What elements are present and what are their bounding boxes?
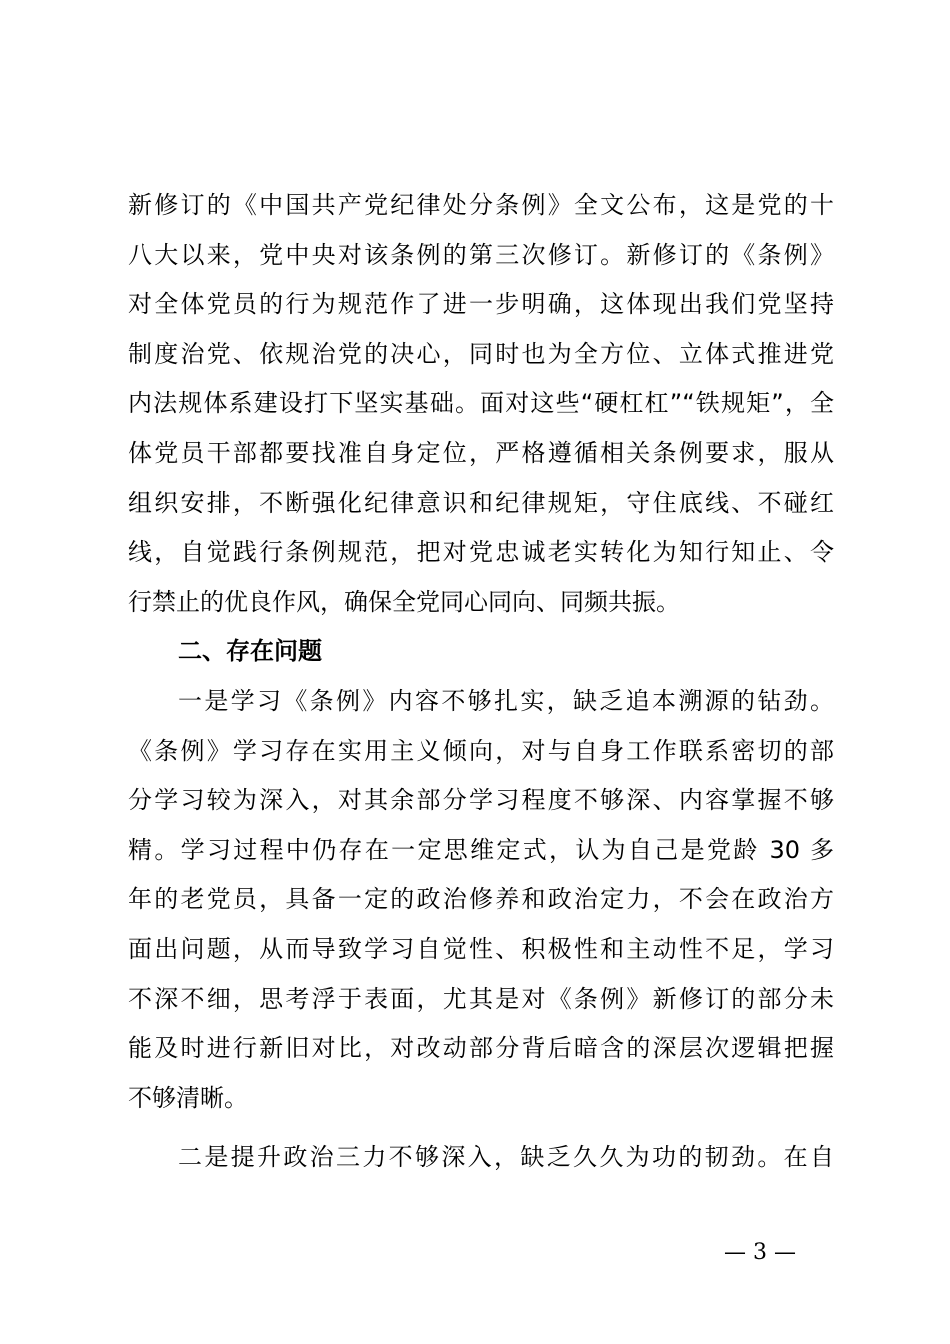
text-line: 精。学习过程中仍存在一定思维定式，认为自己是党龄 30 多 <box>128 835 834 864</box>
body-text <box>128 181 834 1183</box>
paragraph-intro <box>128 181 834 627</box>
text-line: 《条例》学习存在实用主义倾向，对与自身工作联系密切的部 <box>128 736 834 765</box>
paragraph-problem-two <box>128 1133 834 1183</box>
text-line: 对全体党员的行为规范作了进一步明确，这体现出我们党坚持 <box>128 290 834 319</box>
text-line: 一是学习《条例》内容不够扎实，缺乏追本溯源的钻劲。 <box>178 686 834 715</box>
text-line: 能及时进行新旧对比，对改动部分背后暗含的深层次逻辑把握 <box>128 1034 834 1063</box>
text-line: 新修订的《中国共产党纪律处分条例》全文公布，这是党的十 <box>128 191 834 219</box>
text-line: 分学习较为深入，对其余部分学习程度不够深、内容掌握不够 <box>128 786 834 815</box>
text-line: 八大以来，党中央对该条例的第三次修订。新修订的《条例》 <box>128 240 834 269</box>
text-line: 二是提升政治三力不够深入，缺乏久久为功的韧劲。在自 <box>178 1143 834 1172</box>
section-heading: 二、存在问题 <box>178 637 322 666</box>
text-line: 行禁止的优良作风，确保全党同心同向、同频共振。 <box>128 587 680 616</box>
text-line: 不够清晰。 <box>128 1083 248 1112</box>
text-line: 组织安排，不断强化纪律意识和纪律规矩，守住底线、不碰红 <box>128 488 834 517</box>
text-line: 不深不细，思考浮于表面，尤其是对《条例》新修订的部分未 <box>128 984 834 1013</box>
text-line: 体党员干部都要找准自身定位，严格遵循相关条例要求，服从 <box>128 438 834 467</box>
page-number: — 3 — <box>724 1240 796 1265</box>
text-line: 面出问题，从而导致学习自觉性、积极性和主动性不足，学习 <box>128 934 834 963</box>
text-line: 制度治党、依规治党的决心，同时也为全方位、立体式推进党 <box>128 339 834 368</box>
text-line: 内法规体系建设打下坚实基础。面对这些“硬杠杠”“铁规矩”，全 <box>128 389 834 418</box>
text-line: 年的老党员，具备一定的政治修养和政治定力，不会在政治方 <box>128 885 834 914</box>
text-line: 线，自觉践行条例规范，把对党忠诚老实转化为知行知止、令 <box>128 538 834 567</box>
paragraph-problem-one <box>128 677 834 1123</box>
paragraph-spacing <box>128 1123 834 1133</box>
